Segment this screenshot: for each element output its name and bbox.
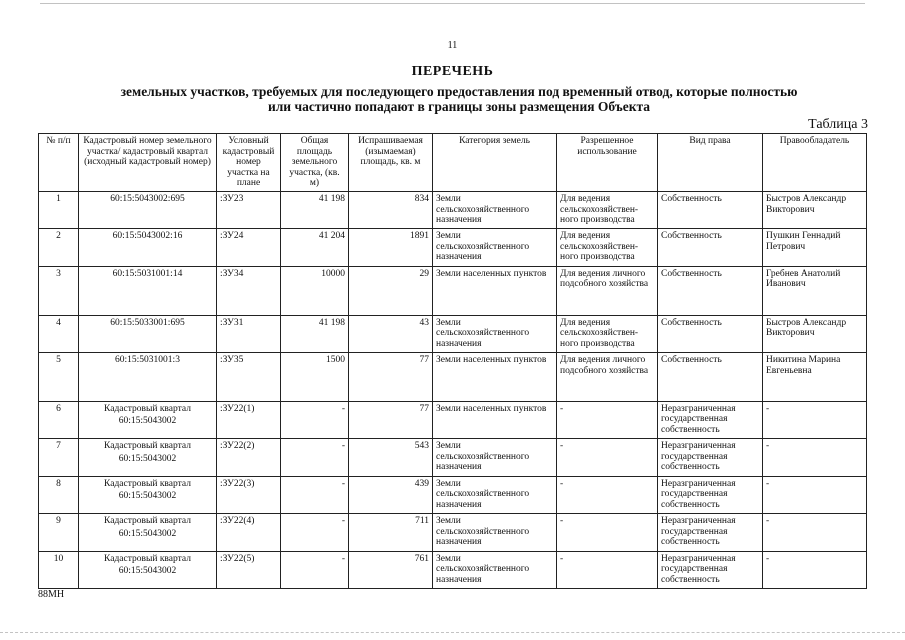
cadastral-line-1: 60:15:5033001:695 <box>110 317 185 328</box>
cell-conditional: :ЗУ22(5) <box>217 551 281 589</box>
cell-permitted-use: - <box>557 439 658 476</box>
cell-num: 2 <box>39 229 79 266</box>
cell-requested-area: 77 <box>349 401 433 438</box>
cadastral-line-1: Кадастровый квартал <box>104 441 191 452</box>
header-category: Категория земель <box>433 134 557 192</box>
cell-total-area: - <box>281 514 349 551</box>
header-owner: Правообладатель <box>763 134 867 192</box>
cell-conditional: :ЗУ34 <box>217 266 281 315</box>
cell-num: 5 <box>39 353 79 402</box>
table-row <box>39 401 867 438</box>
cell-requested-area: 43 <box>349 315 433 352</box>
cell-permitted-use: - <box>557 401 658 438</box>
subtitle-line-1: земельных участков, требуемых для последующего предоставления под временный отвод, которые полностью <box>120 84 798 99</box>
cell-num: 6 <box>39 401 79 438</box>
cell-conditional: :ЗУ35 <box>217 353 281 402</box>
cell-category: Земли сельскохозяйственного назначения <box>433 514 557 551</box>
table-row <box>39 266 867 315</box>
table-body <box>39 192 867 589</box>
cell-total-area: 10000 <box>281 266 349 315</box>
cell-right-type: Неразграниченная государственная собственность <box>658 476 763 513</box>
cell-owner: Гребнев Анатолий Иванович <box>763 266 867 315</box>
header-conditional: Условный кадастровый номер участка на плане <box>217 134 281 192</box>
cell-cadastral <box>79 192 217 229</box>
cell-permitted-use: Для ведения сельскохозяйствен-ного производства <box>557 192 658 229</box>
cadastral-line-2: 60:15:5043002 <box>118 416 177 427</box>
cell-total-area: - <box>281 476 349 513</box>
cell-requested-area: 439 <box>349 476 433 513</box>
cadastral-line-1: Кадастровый квартал <box>104 403 191 414</box>
cell-cadastral <box>79 439 217 476</box>
cadastral-line-2: 60:15:5043002 <box>118 528 177 539</box>
header-num: № п/п <box>39 134 79 192</box>
cell-total-area: 41 204 <box>281 229 349 266</box>
cell-category: Земли сельскохозяйственного назначения <box>433 551 557 589</box>
cadastral-line-1: 60:15:5031001:14 <box>112 268 183 279</box>
cadastral-line-2: 60:15:5043002 <box>118 566 177 576</box>
cell-owner: Быстров Александр Викторович <box>763 192 867 229</box>
cell-right-type: Неразграниченная государственная собственность <box>658 551 763 589</box>
cell-total-area: - <box>281 439 349 476</box>
cell-requested-area: 761 <box>349 551 433 589</box>
page-number: 11 <box>447 40 458 51</box>
document-subtitle <box>40 84 878 114</box>
cadastral-line-2: 60:15:5043002 <box>118 491 177 502</box>
header-requested-area: Испрашиваемая (изымаемая) площадь, кв. м <box>349 134 433 192</box>
cell-owner: Пушкин Геннадий Петрович <box>763 229 867 266</box>
cell-permitted-use: - <box>557 476 658 513</box>
cell-cadastral <box>79 514 217 551</box>
cadastral-line-1: Кадастровый квартал <box>104 553 191 564</box>
cell-category: Земли сельскохозяйственного назначения <box>433 192 557 229</box>
cadastral-line-1: Кадастровый квартал <box>104 516 191 527</box>
table-row <box>39 315 867 352</box>
cell-right-type: Неразграниченная государственная собственность <box>658 439 763 476</box>
cadastral-line-1: 60:15:5043002:695 <box>110 194 185 204</box>
cell-category: Земли населенных пунктов <box>433 353 557 402</box>
cell-cadastral <box>79 551 217 589</box>
cell-conditional: :ЗУ23 <box>217 192 281 229</box>
cell-conditional: :ЗУ24 <box>217 229 281 266</box>
cell-num: 10 <box>39 551 79 589</box>
table-row <box>39 514 867 551</box>
cell-right-type: Собственность <box>658 353 763 402</box>
footer-note: 88МН <box>38 589 65 600</box>
cell-requested-area: 29 <box>349 266 433 315</box>
subtitle-line-2: или частично попадают в границы зоны размещения Объекта <box>267 99 651 114</box>
table-row <box>39 353 867 402</box>
cell-cadastral <box>79 229 217 266</box>
cell-cadastral <box>79 353 217 402</box>
cell-right-type: Собственность <box>658 192 763 229</box>
cell-conditional: :ЗУ22(3) <box>217 476 281 513</box>
table-row <box>39 229 867 266</box>
cell-permitted-use: Для ведения личного подсобного хозяйства <box>557 353 658 402</box>
scan-edge-top <box>40 3 865 4</box>
cell-requested-area: 711 <box>349 514 433 551</box>
cell-total-area: 41 198 <box>281 192 349 229</box>
cell-num: 7 <box>39 439 79 476</box>
header-total-area: Общая площадь земельного участка, (кв. м) <box>281 134 349 192</box>
cell-owner: - <box>763 514 867 551</box>
cell-total-area: - <box>281 401 349 438</box>
table-header-row <box>39 134 867 192</box>
cell-category: Земли сельскохозяйственного назначения <box>433 315 557 352</box>
cell-owner: - <box>763 551 867 589</box>
cell-requested-area: 1891 <box>349 229 433 266</box>
cell-requested-area: 543 <box>349 439 433 476</box>
cell-conditional: :ЗУ22(1) <box>217 401 281 438</box>
cell-num: 3 <box>39 266 79 315</box>
cell-cadastral <box>79 401 217 438</box>
table-row <box>39 439 867 476</box>
cadastral-line-2: 60:15:5043002 <box>118 453 177 464</box>
cell-num: 4 <box>39 315 79 352</box>
cell-owner: - <box>763 439 867 476</box>
cell-right-type: Неразграниченная государственная собственность <box>658 514 763 551</box>
cell-cadastral <box>79 315 217 352</box>
cell-permitted-use: - <box>557 514 658 551</box>
land-plots-table <box>38 133 867 589</box>
cadastral-line-1: Кадастровый квартал <box>104 478 191 489</box>
cell-cadastral <box>79 476 217 513</box>
cell-right-type: Собственность <box>658 315 763 352</box>
cell-permitted-use: - <box>557 551 658 589</box>
cell-permitted-use: Для ведения личного подсобного хозяйства <box>557 266 658 315</box>
table-label: Таблица 3 <box>808 117 868 132</box>
table-row <box>39 192 867 229</box>
cell-right-type: Собственность <box>658 266 763 315</box>
cell-total-area: 1500 <box>281 353 349 402</box>
cell-requested-area: 834 <box>349 192 433 229</box>
cell-cadastral <box>79 266 217 315</box>
cell-permitted-use: Для ведения сельскохозяйствен-ного производства <box>557 315 658 352</box>
cell-permitted-use: Для ведения сельскохозяйствен-ного производства <box>557 229 658 266</box>
cell-right-type: Неразграниченная государственная собственность <box>658 401 763 438</box>
cell-owner: Быстров Александр Викторович <box>763 315 867 352</box>
header-cadastral: Кадастровый номер земельного участка/ кадастровый квартал (исходный кадастровый номер) <box>79 134 217 192</box>
scan-edge-bottom <box>0 632 905 633</box>
cell-num: 1 <box>39 192 79 229</box>
cell-total-area: - <box>281 551 349 589</box>
header-permitted-use: Разрешенное использование <box>557 134 658 192</box>
cell-owner: Никитина Марина Евгеньевна <box>763 353 867 402</box>
cell-category: Земли сельскохозяйственного назначения <box>433 439 557 476</box>
cell-conditional: :ЗУ22(4) <box>217 514 281 551</box>
cell-right-type: Собственность <box>658 229 763 266</box>
cell-requested-area: 77 <box>349 353 433 402</box>
cell-category: Земли населенных пунктов <box>433 401 557 438</box>
cell-total-area: 41 198 <box>281 315 349 352</box>
cell-category: Земли населенных пунктов <box>433 266 557 315</box>
table-row <box>39 476 867 513</box>
header-right-type: Вид права <box>658 134 763 192</box>
cadastral-line-1: 60:15:5043002:16 <box>112 231 183 242</box>
cadastral-line-1: 60:15:5031001:3 <box>115 355 180 366</box>
cell-owner: - <box>763 476 867 513</box>
cell-category: Земли сельскохозяйственного назначения <box>433 476 557 513</box>
table-row <box>39 551 867 589</box>
document-title: ПЕРЕЧЕНЬ <box>411 64 494 79</box>
cell-num: 8 <box>39 476 79 513</box>
cell-category: Земли сельскохозяйственного назначения <box>433 229 557 266</box>
cell-num: 9 <box>39 514 79 551</box>
cell-conditional: :ЗУ31 <box>217 315 281 352</box>
cell-conditional: :ЗУ22(2) <box>217 439 281 476</box>
cell-owner: - <box>763 401 867 438</box>
